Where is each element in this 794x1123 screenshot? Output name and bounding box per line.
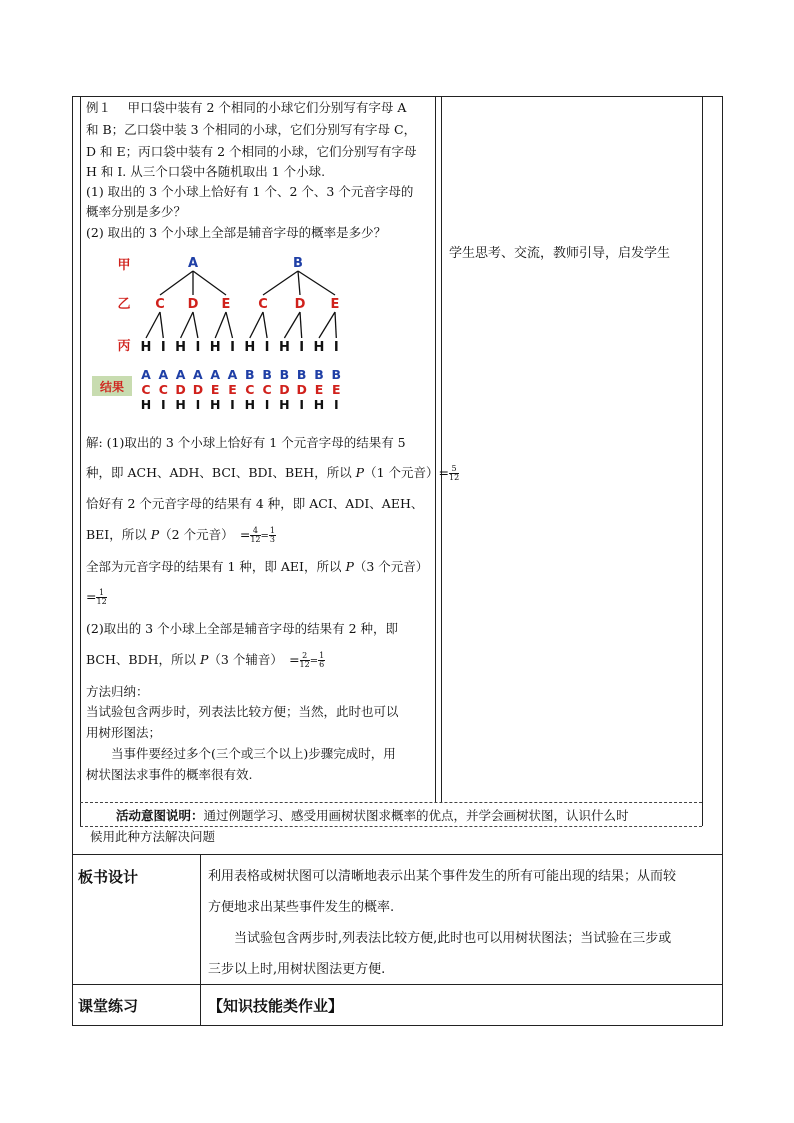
fraction-denominator: 12 [449,473,460,482]
tree-result-letter: A [227,367,238,382]
tree-result-letter: A [175,367,186,382]
solution-line: 解: (1)取出的 3 个小球上恰好有 1 个元音字母的结果有 5 [86,435,406,450]
tree-result-letter: H [279,397,290,412]
tree-branch [298,271,300,295]
tree-result-letter: I [264,397,270,412]
tree-branch [160,271,193,295]
solution-text: BCH、BDH，所以 [86,652,200,667]
solution-text: BEI，所以 [86,527,151,542]
tree-row-label: 丙 [117,339,131,354]
board-line: 三步以上时,用树状图法更方便. [208,962,386,977]
tree-result-label: 结果 [99,380,125,394]
fraction-denominator: 12 [250,535,261,544]
solution-line [86,586,107,607]
tree-diagram [80,248,380,418]
tree-node-level2: C [258,297,268,312]
equals-sign: = [260,531,269,542]
fraction-numerator: 2 [300,652,310,661]
fraction [318,652,325,669]
tree-result-letter: E [210,382,220,397]
tree-node-level3: H [278,340,290,355]
tree-result-letter: B [314,367,324,382]
tree-result-letter: D [279,382,290,397]
equals-sign: = [309,656,319,667]
question-2: (2) 取出的 3 个小球上全部是辅音字母的概率是多少？ [86,225,387,240]
board-line: 利用表格或树状图可以清晰地表示出某个事件发生的所有可能出现的结果；从而较 [208,869,677,884]
tree-branch [193,271,226,295]
tree-node-level3: H [209,340,221,355]
tree-node-level3: I [299,340,305,355]
tree-node-level1: A [187,256,199,271]
intent-line: 候用此种方法解决问题 [90,829,216,844]
fraction [449,465,459,482]
fraction-numerator: 1 [269,526,275,535]
tree-result-letter: C [158,382,168,397]
solution-line [86,462,459,483]
tree-result-letter: C [141,382,151,397]
tree-result-letter: I [299,397,305,412]
p-symbol: P [199,652,209,667]
solution-text: （3 个元音） [353,559,429,574]
tree-branch [263,271,298,295]
solution-text: 种，即 ACH、ADH、BCI、BDI、BEH，所以 [86,465,356,480]
method-line: 用树形图法； [86,725,162,740]
solution-text: 全部为元音字母的结果有 1 种，即 AEI，所以 [86,559,346,574]
solution-text: （1 个元音）= [364,465,449,480]
method-line: 当试验包含两步时，列表法比较方便；当然，此时也可以 [86,704,399,719]
tree-branch [215,312,226,338]
tree-branch [319,312,335,338]
example-line: H 和 I. 从三个口袋中各随机取出 1 个小球. [86,164,326,179]
board-line: 当试验包含两步时,列表法比较方便,此时也可以用树状图法；当试验在三步或 [208,931,672,946]
tree-node-level3: I [230,340,235,355]
tree-result-letter: D [192,382,204,397]
tree-result-letter: A [141,367,151,382]
tree-result-letter: E [228,382,237,397]
solution-line [86,556,428,577]
tree-node-level3: I [160,340,166,355]
board-line: 方便地求出某些事件发生的概率. [208,900,395,915]
solution-text: （2 个元音） = [159,527,251,542]
method-line: 当事件要经过多个(三个或三个以上)步骤完成时，用 [86,746,396,761]
tree-result-letter: H [140,397,152,412]
tree-result-letter: I [160,397,166,412]
tree-branch [250,312,263,338]
solution-line: (2)取出的 3 个小球上全部是辅音字母的结果有 2 种，即 [86,621,399,636]
p-symbol: P [355,465,365,480]
tree-result-letter: I [230,397,235,412]
tree-result-letter: I [195,397,201,412]
solution-line: 恰好有 2 个元音字母的结果有 4 种，即 ACI、ADI、AEH、 [86,496,424,511]
tree-node-level3: H [244,340,256,355]
tree-result-letter: H [313,397,325,412]
board-design-header: 板书设计 [78,868,139,886]
tree-result-letter: B [331,367,342,382]
equals-sign: = [86,589,97,604]
p-symbol: P [345,559,354,574]
solution-line [86,524,276,547]
tree-result-letter: D [175,382,186,397]
tree-result-letter: E [332,382,341,397]
tree-node-level3: H [140,340,152,355]
tree-result-letter: C [245,382,255,397]
practice-header: 课堂练习 [78,997,139,1015]
solution-text: （3 个辅音） = [208,652,300,667]
fraction [269,527,276,544]
method-line: 树状图法求事件的概率很有效. [86,767,253,782]
tree-result-letter: B [262,367,272,382]
fraction-denominator: 12 [96,597,107,606]
intent-label: 活动意图说明： [116,808,204,823]
tree-result-letter: E [314,382,324,397]
fraction-denominator: 6 [319,660,325,669]
tree-result-letter: B [279,367,290,382]
fraction [250,527,260,544]
tree-row-label: 甲 [117,258,131,273]
tree-node-level3: H [175,340,187,355]
tree-branch [160,312,163,338]
tree-branch [284,312,300,338]
tree-branch [300,312,302,338]
tree-branch [146,312,160,338]
tree-node-level3: H [313,340,325,355]
tree-node-level2: E [330,297,340,312]
tree-node-level2: D [294,297,306,312]
tree-result-letter: A [193,367,203,382]
teacher-note: 学生思考、交流，教师引导，启发学生 [449,246,671,261]
fraction-denominator: 3 [269,535,275,544]
tree-branch [226,312,233,338]
example-line: 和 B；乙口袋中装 3 个相同的小球，它们分别写有字母 C， [86,122,417,137]
tree-result-letter: A [210,367,221,382]
method-heading: 方法归纳： [86,684,149,699]
tree-row-label: 乙 [117,297,131,312]
tree-result-letter: D [296,382,307,397]
question-1-cont: 概率分别是多少？ [86,204,187,219]
practice-content: 【知识技能类作业】 [208,997,344,1015]
example-line: 例１ 甲口袋中装有 2 个相同的小球它们分别写有字母 A [86,100,407,115]
tree-result-letter: H [175,397,186,412]
tree-node-level3: I [195,340,201,355]
fraction-numerator: 4 [250,527,260,536]
fraction-numerator: 1 [319,651,325,660]
fraction-denominator: 12 [299,660,310,669]
tree-result-letter: A [158,367,169,382]
fraction-numerator: 5 [449,465,459,474]
tree-branch [263,312,267,338]
tree-branch [181,312,193,338]
tree-node-level1: B [293,256,303,271]
tree-node-level3: I [333,340,339,355]
tree-result-letter: I [333,397,339,412]
intent-text: 通过例题学习、感受用画树状图求概率的优点，并学会画树状图，认识什么时 [203,808,629,823]
p-symbol: P [150,527,160,542]
fraction [96,589,106,606]
fraction [300,652,310,669]
solution-line [86,649,325,672]
tree-branch [193,312,198,338]
tree-branch [298,271,335,295]
tree-node-level2: D [187,297,199,312]
tree-result-letter: B [296,367,307,382]
tree-result-letter: H [209,397,221,412]
tree-result-letter: C [262,382,272,397]
tree-result-letter: B [245,367,255,382]
fraction-numerator: 1 [96,589,106,598]
tree-node-level2: C [155,297,165,312]
example-line: D 和 E；丙口袋中装有 2 个相同的小球，它们分别写有字母 [86,144,417,159]
tree-node-level2: E [221,297,231,312]
intent-line [90,805,629,826]
question-1: (1) 取出的 3 个小球上恰好有 1 个、2 个、3 个元音字母的 [86,184,414,199]
tree-result-letter: H [244,397,256,412]
tree-branch [335,312,336,338]
tree-node-level3: I [264,340,270,355]
